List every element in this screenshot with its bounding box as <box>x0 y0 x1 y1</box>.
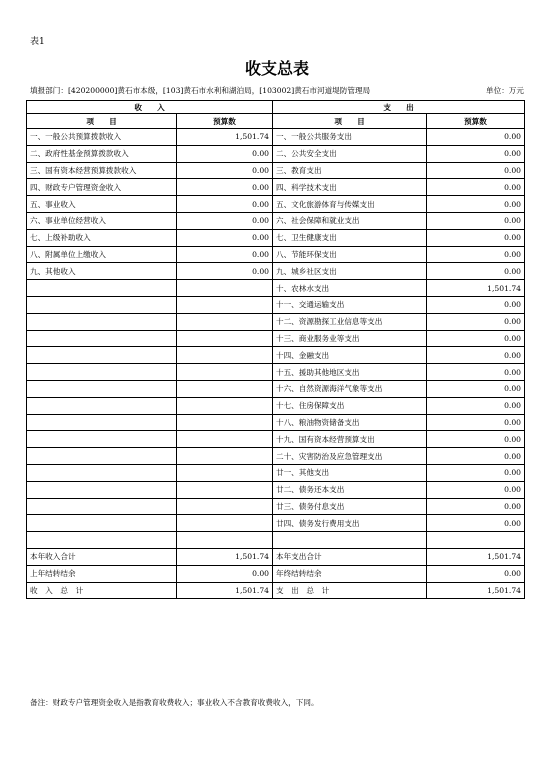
income-amount <box>177 296 273 313</box>
income-item <box>27 280 177 297</box>
report-meta <box>30 85 524 96</box>
expense-item: 十五、援助其他地区支出 <box>273 364 427 381</box>
expense-amount: 0.00 <box>427 129 525 146</box>
expense-amount: 0.00 <box>427 481 525 498</box>
income-item-header: 项 目 <box>27 114 177 129</box>
section-header-row <box>27 101 525 114</box>
expense-amount: 0.00 <box>427 565 525 582</box>
page-title: 收支总表 <box>244 59 309 78</box>
table-row <box>27 313 525 330</box>
expense-budget-header: 预算数 <box>427 114 525 129</box>
income-amount: 1,501.74 <box>177 582 273 599</box>
table-row <box>27 162 525 179</box>
expense-item: 五、文化旅游体育与传媒支出 <box>273 196 427 213</box>
table-row <box>27 464 525 481</box>
income-amount: 0.00 <box>177 565 273 582</box>
income-amount <box>177 414 273 431</box>
expense-amount: 0.00 <box>427 330 525 347</box>
unit-label: 单位：万元 <box>486 86 524 95</box>
expense-amount: 0.00 <box>427 498 525 515</box>
expense-item: 十九、国有资本经营预算支出 <box>273 431 427 448</box>
income-item <box>27 380 177 397</box>
income-item: 四、财政专户管理资金收入 <box>27 179 177 196</box>
expense-amount: 0.00 <box>427 179 525 196</box>
table-row <box>27 498 525 515</box>
income-amount <box>177 380 273 397</box>
income-item: 一、一般公共预算拨款收入 <box>27 129 177 146</box>
income-amount <box>177 397 273 414</box>
table-row <box>27 263 525 280</box>
income-item: 七、上级补助收入 <box>27 229 177 246</box>
expense-item: 十六、自然资源海洋气象等支出 <box>273 380 427 397</box>
income-item <box>27 296 177 313</box>
income-amount: 0.00 <box>177 145 273 162</box>
budget-table <box>26 100 525 599</box>
income-item: 本年收入合计 <box>27 548 177 565</box>
table-row <box>27 582 525 599</box>
table-row <box>27 448 525 465</box>
expense-amount: 0.00 <box>427 212 525 229</box>
income-item <box>27 330 177 347</box>
expense-amount: 0.00 <box>427 263 525 280</box>
income-amount <box>177 464 273 481</box>
table-row <box>27 380 525 397</box>
expense-item: 一、一般公共服务支出 <box>273 129 427 146</box>
income-item <box>27 414 177 431</box>
expense-amount: 1,501.74 <box>427 280 525 297</box>
expense-item: 七、卫生健康支出 <box>273 229 427 246</box>
income-amount: 0.00 <box>177 229 273 246</box>
table-row <box>27 347 525 364</box>
footnote: 备注：财政专户管理资金收入是指教育收费收入；事业收入不含教育收费收入，下同。 <box>30 698 319 707</box>
expense-item: 十八、粮油物资储备支出 <box>273 414 427 431</box>
table-row <box>27 212 525 229</box>
income-amount: 1,501.74 <box>177 548 273 565</box>
income-item <box>27 532 177 549</box>
income-amount <box>177 330 273 347</box>
table-row <box>27 280 525 297</box>
income-amount: 0.00 <box>177 246 273 263</box>
expense-amount: 0.00 <box>427 414 525 431</box>
expense-item: 二、公共安全支出 <box>273 145 427 162</box>
income-item <box>27 347 177 364</box>
expense-amount: 0.00 <box>427 246 525 263</box>
table-row <box>27 145 525 162</box>
income-item: 八、附属单位上缴收入 <box>27 246 177 263</box>
income-amount: 0.00 <box>177 179 273 196</box>
table-row <box>27 196 525 213</box>
expense-item: 十四、金融支出 <box>273 347 427 364</box>
income-item: 三、国有资本经营预算拨款收入 <box>27 162 177 179</box>
income-item <box>27 364 177 381</box>
income-item: 收 入 总 计 <box>27 582 177 599</box>
expense-item: 十一、交通运输支出 <box>273 296 427 313</box>
expense-amount: 1,501.74 <box>427 582 525 599</box>
expense-item: 廿四、债务发行费用支出 <box>273 515 427 532</box>
table-row <box>27 414 525 431</box>
table-row <box>27 397 525 414</box>
expense-item: 三、教育支出 <box>273 162 427 179</box>
department-label: 填报部门：[420200000]黄石市本级，[103]黄石市水利和湖泊局，[103002]黄石市河道堤防管理局 <box>30 86 371 95</box>
expense-amount: 0.00 <box>427 196 525 213</box>
income-item: 上年结转结余 <box>27 565 177 582</box>
expense-amount: 0.00 <box>427 515 525 532</box>
income-item: 六、事业单位经营收入 <box>27 212 177 229</box>
expense-amount: 0.00 <box>427 296 525 313</box>
expense-amount: 0.00 <box>427 380 525 397</box>
income-item: 二、政府性基金预算拨款收入 <box>27 145 177 162</box>
expense-item: 八、节能环保支出 <box>273 246 427 263</box>
table-row <box>27 481 525 498</box>
income-item <box>27 515 177 532</box>
expense-item: 年终结转结余 <box>273 565 427 582</box>
income-amount <box>177 515 273 532</box>
expense-amount: 0.00 <box>427 431 525 448</box>
income-amount: 0.00 <box>177 196 273 213</box>
expense-section-header: 支 出 <box>273 101 525 114</box>
expense-item: 十、农林水支出 <box>273 280 427 297</box>
income-item <box>27 481 177 498</box>
table-row <box>27 179 525 196</box>
income-item <box>27 397 177 414</box>
expense-item: 二十、灾害防治及应急管理支出 <box>273 448 427 465</box>
income-amount <box>177 481 273 498</box>
column-header-row <box>27 114 525 129</box>
expense-item: 支 出 总 计 <box>273 582 427 599</box>
expense-item: 十七、住房保障支出 <box>273 397 427 414</box>
income-section-header: 收 入 <box>27 101 273 114</box>
income-item <box>27 448 177 465</box>
table-row <box>27 532 525 549</box>
expense-amount: 0.00 <box>427 448 525 465</box>
expense-item: 廿三、债务付息支出 <box>273 498 427 515</box>
expense-amount <box>427 532 525 549</box>
income-item <box>27 498 177 515</box>
expense-item: 九、城乡社区支出 <box>273 263 427 280</box>
expense-item: 廿一、其他支出 <box>273 464 427 481</box>
expense-amount: 0.00 <box>427 364 525 381</box>
expense-item: 四、科学技术支出 <box>273 179 427 196</box>
table-row <box>27 229 525 246</box>
table-row <box>27 330 525 347</box>
expense-item <box>273 532 427 549</box>
income-item <box>27 313 177 330</box>
income-amount <box>177 448 273 465</box>
expense-amount: 0.00 <box>427 229 525 246</box>
income-item <box>27 431 177 448</box>
table-row <box>27 565 525 582</box>
income-item: 五、事业收入 <box>27 196 177 213</box>
table-row <box>27 296 525 313</box>
table-row <box>27 431 525 448</box>
expense-item: 廿二、债务还本支出 <box>273 481 427 498</box>
expense-item: 本年支出合计 <box>273 548 427 565</box>
income-amount: 0.00 <box>177 263 273 280</box>
expense-amount: 0.00 <box>427 162 525 179</box>
expense-item: 十二、资源勘探工业信息等支出 <box>273 313 427 330</box>
income-amount: 1,501.74 <box>177 129 273 146</box>
table-row <box>27 364 525 381</box>
expense-amount: 0.00 <box>427 347 525 364</box>
income-amount <box>177 313 273 330</box>
income-amount <box>177 498 273 515</box>
income-item: 九、其他收入 <box>27 263 177 280</box>
expense-amount: 0.00 <box>427 313 525 330</box>
income-amount <box>177 347 273 364</box>
expense-amount: 1,501.74 <box>427 548 525 565</box>
budget-table-body <box>27 101 525 599</box>
table-number: 表1 <box>30 37 45 47</box>
income-budget-header: 预算数 <box>177 114 273 129</box>
table-row <box>27 129 525 146</box>
income-amount <box>177 532 273 549</box>
table-row <box>27 515 525 532</box>
expense-item-header: 项 目 <box>273 114 427 129</box>
table-row <box>27 548 525 565</box>
income-amount: 0.00 <box>177 212 273 229</box>
expense-amount: 0.00 <box>427 397 525 414</box>
expense-item: 十三、商业服务业等支出 <box>273 330 427 347</box>
income-amount <box>177 280 273 297</box>
expense-amount: 0.00 <box>427 464 525 481</box>
income-amount <box>177 364 273 381</box>
table-row <box>27 246 525 263</box>
expense-amount: 0.00 <box>427 145 525 162</box>
income-item <box>27 464 177 481</box>
income-amount <box>177 431 273 448</box>
income-amount: 0.00 <box>177 162 273 179</box>
expense-item: 六、社会保障和就业支出 <box>273 212 427 229</box>
